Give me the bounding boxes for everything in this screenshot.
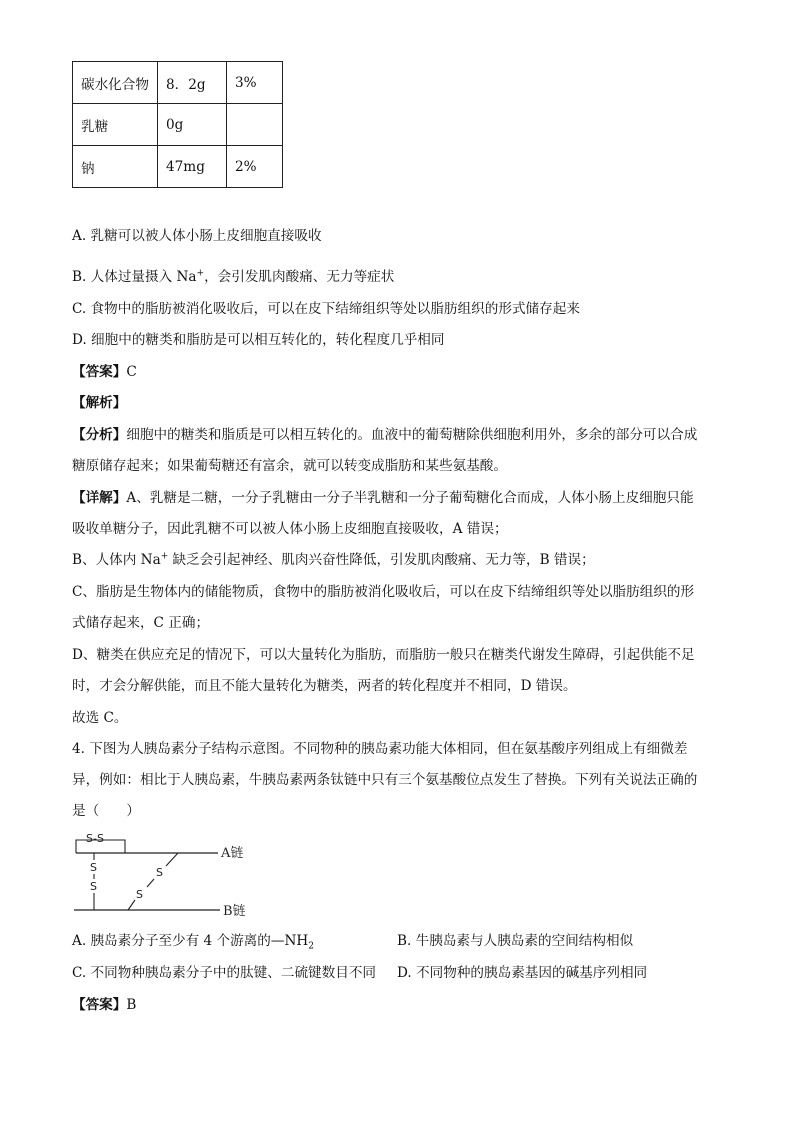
subscript: 2 (308, 941, 314, 952)
table-cell: 0g (158, 104, 227, 146)
sulfur-label: S (90, 861, 97, 874)
detail-line (72, 550, 595, 570)
table-row (73, 62, 283, 104)
detail-line: 吸收单糖分子，因此乳糖不可以被人体小肠上皮细胞直接吸收，A 错误； (72, 521, 508, 537)
sulfur-label: S (136, 888, 143, 901)
xiangjie-label: 【详解】 (72, 490, 127, 506)
sulfur-label: S (90, 880, 97, 893)
option-a (72, 931, 314, 951)
answer-value: B (126, 997, 137, 1013)
option-b: B. 牛胰岛素与人胰岛素的空间结构相似 (397, 933, 634, 949)
superscript: + (196, 268, 205, 279)
answer-label: 【答案】 (72, 364, 127, 380)
sulfur-label: S (156, 866, 163, 879)
question-stem: 是（ ） (72, 803, 140, 819)
option-c: C. 食物中的脂肪被消化吸收后，可以在皮下结缔组织等处以脂肪组织的形式储存起来 (72, 301, 580, 317)
option-a: A. 乳糖可以被人体小肠上皮细胞直接吸收 (72, 228, 322, 244)
detail-line (72, 488, 694, 508)
detail-line: 式储存起来，C 正确； (72, 615, 210, 631)
table-cell: 3% (227, 62, 283, 104)
detail-line: C、脂肪是生物体内的储能物质，食物中的脂肪被消化吸收后，可以在皮下结缔组织等处以脂肪组织的形 (72, 584, 695, 600)
question-stem: 异，例如：相比于人胰岛素，牛胰岛素两条钛链中只有三个氨基酸位点发生了替换。下列有关说法正确的 (72, 772, 698, 788)
option-d: D. 不同物种的胰岛素基因的碱基序列相同 (397, 965, 648, 981)
superscript: + (160, 551, 169, 562)
answer (72, 995, 136, 1015)
question-stem: 4. 下图为人胰岛素分子结构示意图。不同物种的胰岛素功能大体相同，但在氨基酸序列组成上有细微差 (72, 741, 688, 757)
conclusion: 故选 C。 (72, 710, 128, 726)
insulin-structure-diagram (70, 826, 270, 926)
chain-a-label: A链 (221, 846, 244, 861)
answer-value: C (126, 364, 137, 380)
chain-b-label: B链 (223, 904, 246, 919)
analysis-label: 【解析】 (72, 395, 127, 411)
answer (72, 362, 137, 382)
table-cell: 碳水化合物 (73, 62, 158, 104)
option-b-text: B. 人体过量摄入 Na (72, 269, 197, 285)
bond-line (166, 853, 178, 866)
detail-text: 缺乏会引起神经、肌肉兴奋性降低，引发肌肉酸痛、无力等，B 错误； (168, 552, 595, 568)
nutrition-table (72, 61, 283, 188)
table-cell: 8．2g (158, 62, 227, 104)
table-row (73, 104, 283, 146)
detail-line: 时，才会分解供能，而且不能大量转化为糖类，两者的转化程度并不相同，D 错误。 (72, 678, 577, 694)
analysis-line: 糖原储存起来；如果葡萄糖还有富余，就可以转变成脂肪和某些氨基酸。 (72, 458, 507, 474)
table-cell: 47mg (158, 146, 227, 188)
option-b-text: ，会引发肌肉酸痛、无力等症状 (204, 269, 395, 285)
fenxi-label: 【分析】 (72, 427, 127, 443)
detail-text: B、人体内 Na (72, 552, 161, 568)
table-cell: 乳糖 (73, 104, 158, 146)
bond-line (147, 879, 154, 887)
detail-line: D、糖类在供应充足的情况下，可以大量转化为脂肪，而脂肪一般只在糖类代谢发生障碍，引起供能不足 (72, 647, 695, 663)
table-row (73, 146, 283, 188)
analysis-text: 细胞中的糖类和脂质是可以相互转化的。血液中的葡萄糖除供细胞利用外，多余的部分可以合成 (126, 427, 698, 443)
table-cell (227, 104, 283, 146)
bond-line (128, 900, 135, 910)
ss-bond-label: S-S (86, 832, 104, 845)
answer-label: 【答案】 (72, 997, 127, 1013)
table-cell: 钠 (73, 146, 158, 188)
option-c: C. 不同物种胰岛素分子中的肽键、二硫键数目不同 (72, 965, 377, 981)
option-b (72, 267, 394, 287)
option-d: D. 细胞中的糖类和脂肪是可以相互转化的，转化程度几乎相同 (72, 332, 445, 348)
analysis-line (72, 425, 697, 445)
detail-text: A、乳糖是二糖，一分子乳糖由一分子半乳糖和一分子葡萄糖化合而成，人体小肠上皮细胞只能 (126, 490, 694, 506)
option-a-text: A. 胰岛素分子至少有 4 个游离的—NH (72, 933, 309, 949)
table-cell: 2% (227, 146, 283, 188)
